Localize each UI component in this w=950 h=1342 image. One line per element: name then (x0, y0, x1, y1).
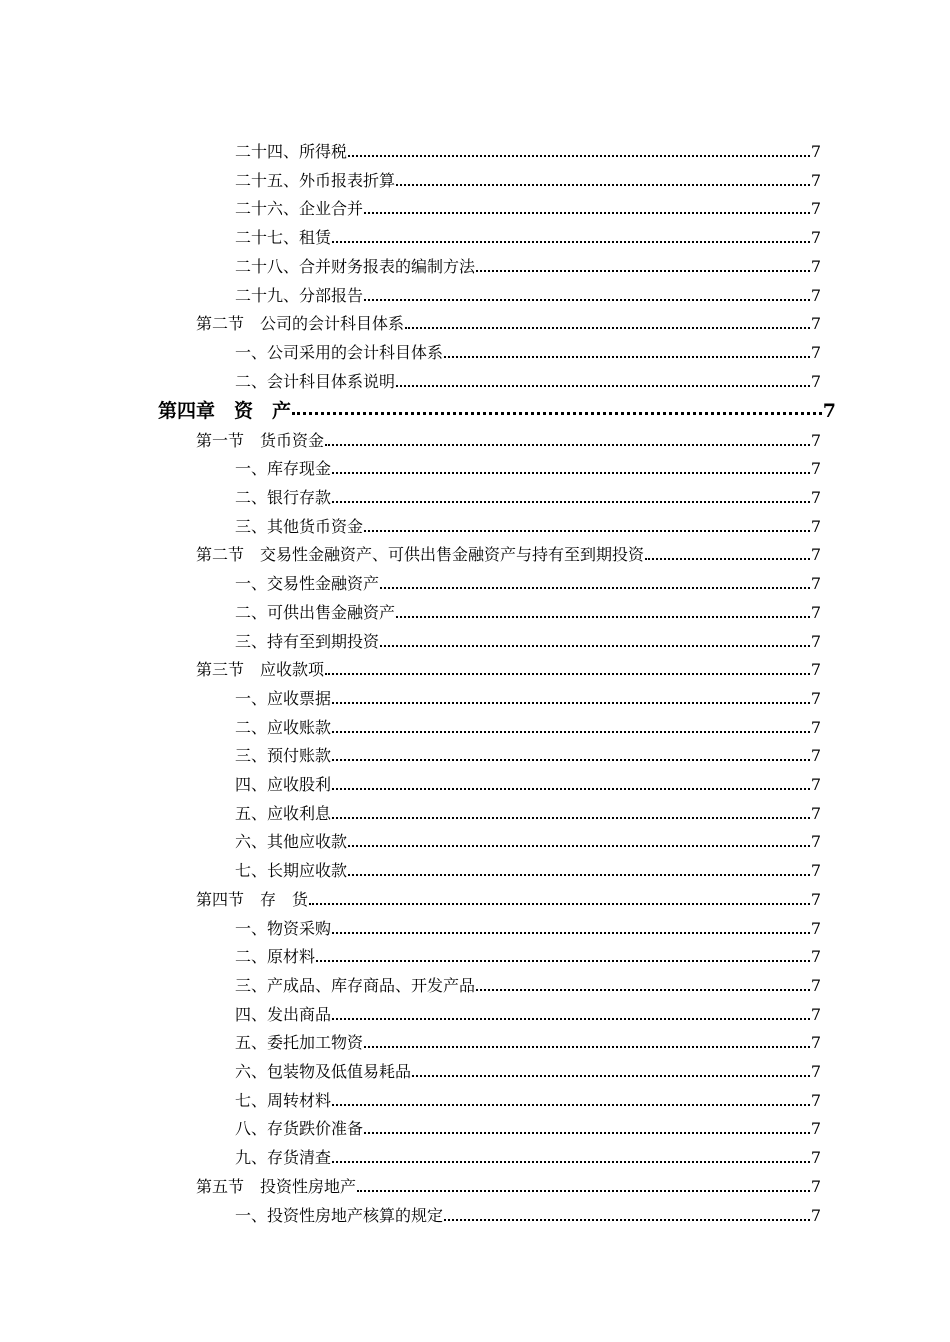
toc-subsection-entry[interactable] (0, 453, 950, 479)
toc-page-number: 7 (810, 861, 821, 881)
toc-page-number: 7 (810, 1004, 821, 1024)
toc-dot-leader (325, 444, 810, 446)
toc-subsection-entry[interactable] (0, 568, 950, 594)
toc-entry-label: 七、周转材料 (235, 1090, 332, 1110)
toc-section-entry[interactable] (0, 539, 950, 565)
toc-dot-leader (332, 702, 810, 704)
toc-page-number: 7 (810, 199, 821, 219)
toc-entry-label: 三、持有至到期投资 (235, 631, 380, 651)
toc-subsection-entry[interactable] (0, 712, 950, 738)
toc-subsection-entry[interactable] (0, 597, 950, 623)
toc-subsection-entry[interactable] (0, 913, 950, 939)
toc-page-number: 7 (810, 430, 821, 450)
toc-entry-label: 第一节 货币资金 (196, 430, 325, 450)
toc-subsection-entry[interactable] (0, 251, 950, 277)
toc-page-number: 7 (810, 947, 821, 967)
toc-page-number: 7 (810, 256, 821, 276)
toc-entry-label: 二、会计科目体系说明 (235, 371, 396, 391)
toc-entry-label: 三、产成品、库存商品、开发产品 (235, 975, 476, 995)
toc-page-number: 7 (810, 170, 821, 190)
toc-entry-label: 二、可供出售金融资产 (235, 602, 396, 622)
toc-page-number: 7 (810, 602, 821, 622)
toc-page-number: 7 (810, 285, 821, 305)
toc-dot-leader (444, 356, 810, 358)
toc-entry-label: 二十四、所得税 (235, 142, 348, 161)
toc-page-number: 7 (810, 889, 821, 909)
toc-subsection-entry[interactable] (0, 1113, 950, 1139)
toc-subsection-entry[interactable] (0, 798, 950, 824)
toc-page-number: 7 (810, 918, 821, 938)
toc-entry-label: 二十六、企业合并 (235, 199, 364, 219)
toc-dot-leader (332, 731, 810, 733)
toc-subsection-entry[interactable] (0, 482, 950, 508)
toc-subsection-entry[interactable] (0, 1200, 950, 1226)
toc-dot-leader (332, 1104, 810, 1106)
toc-subsection-entry[interactable] (0, 280, 950, 306)
toc-page-number: 7 (810, 975, 821, 995)
toc-dot-leader (332, 759, 810, 761)
toc-subsection-entry[interactable] (0, 683, 950, 709)
toc-dot-leader (380, 587, 810, 589)
toc-page-number: 7 (810, 142, 821, 161)
toc-dot-leader (396, 184, 810, 186)
toc-section-entry[interactable] (0, 1171, 950, 1197)
toc-page-number: 7 (810, 1062, 821, 1081)
toc-entry-label: 四、发出商品 (235, 1004, 332, 1024)
toc-dot-leader (364, 212, 810, 214)
toc-dot-leader (357, 1190, 810, 1192)
toc-dot-leader (444, 1219, 810, 1221)
toc-dot-leader (412, 1075, 810, 1077)
toc-entry-label: 九、存货清查 (235, 1148, 332, 1168)
toc-entry-label: 六、其他应收款 (235, 832, 348, 852)
toc-entry-label: 五、委托加工物资 (235, 1033, 364, 1053)
toc-subsection-entry[interactable] (0, 1142, 950, 1168)
toc-page-number: 7 (810, 1148, 821, 1168)
toc-entry-label: 第四节 存 货 (196, 889, 309, 909)
toc-page-number: 7 (810, 516, 821, 536)
toc-entry-label: 六、包装物及低值易耗品 (235, 1062, 412, 1081)
toc-page-number: 7 (810, 228, 821, 248)
toc-entry-label: 第二节 公司的会计科目体系 (196, 314, 405, 334)
toc-dot-leader (348, 874, 810, 876)
toc-page-number: 7 (810, 631, 821, 651)
toc-section-entry[interactable] (0, 884, 950, 910)
toc-page-number: 7 (810, 545, 821, 565)
toc-dot-leader (364, 530, 810, 532)
toc-dot-leader (645, 558, 810, 560)
toc-page-number: 7 (810, 488, 821, 507)
toc-subsection-entry[interactable] (0, 136, 950, 162)
toc-subsection-entry[interactable] (0, 1056, 950, 1082)
toc-dot-leader (396, 385, 810, 387)
toc-dot-leader (348, 845, 810, 847)
toc-subsection-entry[interactable] (0, 970, 950, 996)
toc-page-number: 7 (810, 1205, 821, 1225)
toc-page-number: 7 (810, 371, 821, 391)
toc-dot-leader (332, 788, 810, 790)
toc-page-number: 7 (810, 574, 821, 594)
toc-dot-leader (292, 412, 822, 415)
toc-entry-label: 二十七、租赁 (235, 228, 332, 248)
toc-subsection-entry[interactable] (0, 769, 950, 795)
toc-entry-label: 三、其他货币资金 (235, 516, 364, 536)
toc-subsection-entry[interactable] (0, 1027, 950, 1053)
toc-subsection-entry[interactable] (0, 826, 950, 852)
toc-dot-leader (332, 817, 810, 819)
toc-dot-leader (309, 903, 810, 905)
toc-page-number: 7 (810, 688, 821, 708)
toc-entry-label: 一、公司采用的会计科目体系 (235, 342, 444, 362)
toc-dot-leader (316, 960, 810, 962)
toc-dot-leader (364, 1132, 810, 1134)
toc-page-number: 7 (810, 459, 821, 479)
toc-subsection-entry[interactable] (0, 366, 950, 392)
toc-page-number: 7 (810, 803, 821, 823)
toc-page-number: 7 (822, 400, 836, 423)
toc-entry-label: 二十八、合并财务报表的编制方法 (235, 256, 476, 276)
toc-dot-leader (332, 1018, 810, 1020)
toc-page-number: 7 (810, 1119, 821, 1139)
toc-section-entry[interactable] (0, 308, 950, 334)
toc-page-number: 7 (810, 1033, 821, 1053)
toc-entry-label: 二十五、外币报表折算 (235, 170, 396, 190)
toc-dot-leader (476, 270, 810, 272)
toc-page-number: 7 (810, 1090, 821, 1110)
toc-subsection-entry[interactable] (0, 855, 950, 881)
toc-entry-label: 第五节 投资性房地产 (196, 1176, 357, 1196)
toc-dot-leader (380, 645, 810, 647)
toc-entry-label: 一、物资采购 (235, 918, 332, 938)
toc-subsection-entry[interactable] (0, 941, 950, 967)
toc-dot-leader (364, 1046, 810, 1048)
toc-subsection-entry[interactable] (0, 222, 950, 248)
toc-page-number: 7 (810, 1176, 821, 1196)
toc-page-number: 7 (810, 314, 821, 334)
toc-subsection-entry[interactable] (0, 1085, 950, 1111)
toc-page-number: 7 (810, 717, 821, 737)
toc-entry-label: 二十九、分部报告 (235, 285, 364, 305)
toc-dot-leader (396, 616, 810, 618)
toc-page-number: 7 (810, 342, 821, 362)
toc-dot-leader (332, 501, 810, 503)
toc-entry-label: 第四章 资 产 (158, 400, 292, 423)
toc-entry-label: 一、交易性金融资产 (235, 574, 380, 594)
toc-page-number: 7 (810, 832, 821, 852)
toc-page-number: 7 (810, 746, 821, 766)
toc-entry-label: 一、投资性房地产核算的规定 (235, 1205, 444, 1225)
toc-entry-label: 三、预付账款 (235, 746, 332, 766)
toc-entry-label: 八、存货跌价准备 (235, 1119, 364, 1139)
toc-section-entry[interactable] (0, 654, 950, 680)
toc-chapter-entry[interactable] (0, 395, 950, 421)
toc-subsection-entry[interactable] (0, 511, 950, 537)
toc-page-number: 7 (810, 775, 821, 794)
toc-subsection-entry[interactable] (0, 626, 950, 652)
toc-subsection-entry[interactable] (0, 740, 950, 766)
toc-dot-leader (332, 932, 810, 934)
toc-entry-label: 四、应收股利 (235, 775, 332, 794)
toc-subsection-entry[interactable] (0, 193, 950, 219)
toc-subsection-entry[interactable] (0, 999, 950, 1025)
toc-entry-label: 二、银行存款 (235, 488, 332, 507)
toc-dot-leader (332, 1161, 810, 1163)
toc-entry-label: 七、长期应收款 (235, 861, 348, 881)
toc-dot-leader (405, 327, 810, 329)
toc-entry-label: 一、库存现金 (235, 459, 332, 479)
toc-subsection-entry[interactable] (0, 337, 950, 363)
toc-entry-label: 第二节 交易性金融资产、可供出售金融资产与持有至到期投资 (196, 545, 645, 565)
toc-dot-leader (476, 989, 810, 991)
toc-entry-label: 第三节 应收款项 (196, 660, 325, 680)
toc-entry-label: 五、应收利息 (235, 803, 332, 823)
toc-entry-label: 二、应收账款 (235, 717, 332, 737)
toc-dot-leader (325, 673, 810, 675)
toc-section-entry[interactable] (0, 425, 950, 451)
toc-entry-label: 一、应收票据 (235, 688, 332, 708)
toc-dot-leader (364, 299, 810, 301)
toc-subsection-entry[interactable] (0, 165, 950, 191)
toc-dot-leader (348, 155, 810, 157)
toc-entry-label: 二、原材料 (235, 947, 316, 967)
toc-dot-leader (332, 472, 810, 474)
toc-dot-leader (332, 241, 810, 243)
toc-page-number: 7 (810, 660, 821, 680)
